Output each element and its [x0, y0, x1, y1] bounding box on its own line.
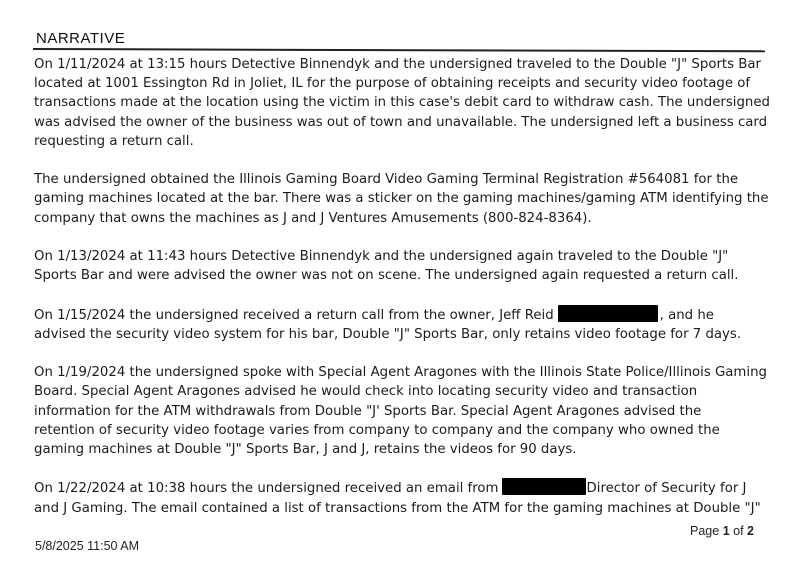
narrative-body	[34, 55, 770, 537]
section-heading: NARRATIVE	[36, 30, 126, 47]
paragraph-gaming-registration	[34, 170, 769, 228]
page-total: 2	[747, 524, 754, 538]
paragraph-jan-22	[34, 478, 761, 517]
page-of-label: of	[733, 524, 744, 538]
text-line: advised the security video system for his bar, Double "J" Sports Bar, only retains video footage for 7 days.	[34, 326, 742, 342]
text-line: Sports Bar and were advised the owner was not on scene. The undersigned again requested a return call.	[34, 268, 739, 284]
text-segment: , and he	[659, 307, 714, 323]
text-line: was advised the owner of the business was out of town and unavailable. The undersigned left a business card	[34, 114, 768, 130]
page-label: Page	[690, 524, 720, 538]
paragraph-jan-19	[34, 363, 767, 459]
text-line	[34, 305, 758, 325]
text-segment: Director of Security for J	[586, 481, 747, 497]
text-line: gaming machines at Double "J" Sports Bar, J and J, retains the videos for 90 days.	[34, 442, 577, 457]
text-line: Board. Special Agent Aragones advised he would check into locating security video and transaction	[34, 384, 698, 400]
text-line: retention of security video footage varies from company to company and the company who owned the	[34, 422, 720, 438]
redaction-block	[558, 305, 658, 322]
text-segment: On 1/15/2024 the undersigned received a return call from the owner, Jeff Reid	[34, 307, 554, 323]
text-line: The undersigned obtained the Illinois Gaming Board Video Gaming Terminal Registration #564081 for the	[34, 172, 739, 188]
paragraph-jan-11	[34, 55, 770, 151]
text-line: requesting a return call.	[34, 133, 194, 149]
text-line	[34, 478, 758, 498]
page-number	[690, 524, 754, 538]
text-line: information for the ATM withdrawals from Double "J' Sports Bar. Special Agent Aragones advised the	[34, 403, 702, 419]
text-line: transactions made at the location using the victim in this case's debit card to withdraw cash. The undersigned	[34, 95, 770, 111]
paragraph-jan-13	[34, 247, 758, 285]
print-timestamp: 5/8/2025 11:50 AM	[35, 539, 140, 553]
text-line: On 1/13/2024 at 11:43 hours Detective Binnendyk and the undersigned again traveled to the Double "J"	[34, 249, 729, 264]
text-segment: On 1/22/2024 at 10:38 hours the undersigned received an email from	[34, 481, 499, 497]
text-line: company that owns the machines as J and J Ventures Amusements (800-824-8364).	[34, 210, 592, 226]
heading-underline	[33, 48, 765, 52]
redaction-block	[502, 478, 586, 495]
text-line: gaming machines located at the bar. There was a sticker on the gaming machines/gaming ATM identifying the	[34, 191, 769, 207]
page-current: 1	[722, 524, 730, 538]
text-line: On 1/11/2024 at 13:15 hours Detective Binnendyk and the undersigned traveled to the Double "J" Sports Bar	[34, 57, 762, 72]
paragraph-jan-15	[34, 305, 758, 344]
text-line: located at 1001 Essington Rd in Joliet, IL for the purpose of obtaining receipts and security video footage of	[34, 76, 751, 92]
text-line: and J Gaming. The email contained a list of transactions from the ATM for the gaming machines at Double "J"	[34, 500, 761, 516]
text-line: On 1/19/2024 the undersigned spoke with Special Agent Aragones with the Illinois State Police/Illinois Gaming	[34, 365, 767, 381]
